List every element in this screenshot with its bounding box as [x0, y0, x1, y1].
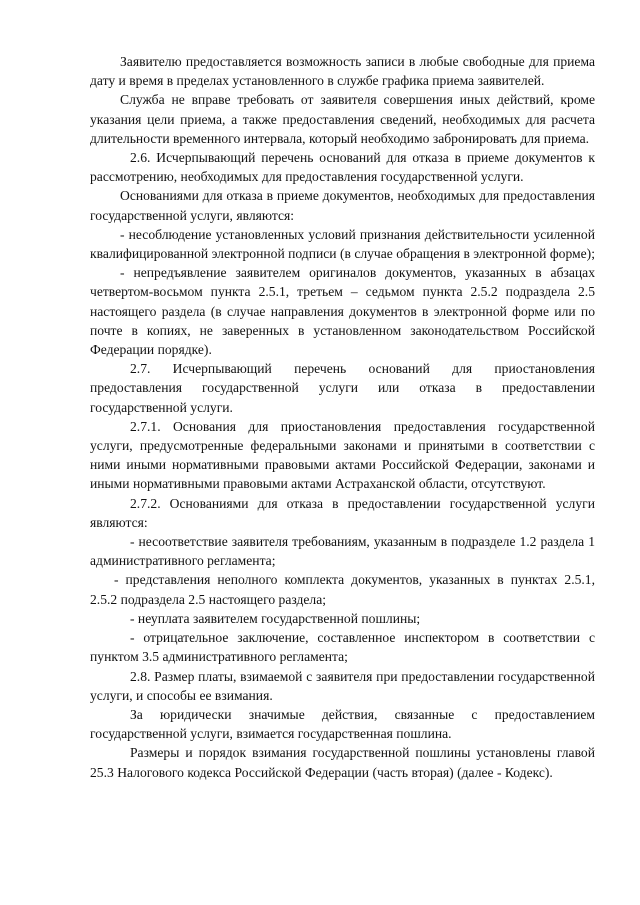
list-item-signature-invalid: - несоблюдение установленных условий признания действительности усиленной квалифицированной электронной подписи (в случае обращения в электронной форме);	[90, 226, 595, 262]
section-heading-2-8: 2.8. Размер платы, взимаемой с заявителя при предоставлении государственной услуги, и способы ее взимания.	[90, 668, 595, 703]
list-item-originals-not-presented: - непредъявление заявителем оригиналов документов, указанных в абзацах четвертом-восьмом пункта 2.5.1, третьем – седьмом пункта 2.5.2 подраздела 2.5 настоящего раздела (в случае направления документов в электронной форме или по почте в копиях, не заверенных в установленном законодательством Российской Федерации порядке).	[90, 265, 595, 358]
section-heading-2-7-2: 2.7.2. Основаниями для отказа в предоставлении государственной услуги являются:	[90, 495, 595, 530]
list-item-applicant-mismatch: - несоответствие заявителя требованиям, указанным в подразделе 1.2 раздела 1 административного регламента;	[90, 534, 595, 569]
document-body	[90, 52, 595, 782]
list-item-fee-unpaid: - неуплата заявителем государственной пошлины;	[130, 610, 421, 626]
section-heading-2-6: 2.6. Исчерпывающий перечень оснований для отказа в приеме документов к рассмотрению, необходимых для предоставления государственной услуги.	[90, 150, 595, 185]
paragraph-tax-code-reference: Размеры и порядок взимания государственной пошлины установлены главой 25.3 Налогового кодекса Российской Федерации (часть вторая) (далее - Кодекс).	[90, 745, 595, 780]
paragraph-service-restrictions: Служба не вправе требовать от заявителя совершения иных действий, кроме указания цели приема, а также предоставления сведений, необходимых для расчета длительности временного интервала, который необходимо забронировать для приема.	[90, 92, 595, 146]
paragraph-appointment-booking: Заявителю предоставляется возможность записи в любые свободные для приема дату и время в пределах установленного в службе графика приема заявителей.	[90, 54, 595, 89]
paragraph-refusal-grounds-intro: Основаниями для отказа в приеме документов, необходимых для предоставления государственной услуги, являются:	[90, 188, 595, 223]
section-heading-2-7: 2.7. Исчерпывающий перечень оснований для приостановления предоставления государственной услуги или отказа в предоставлении государственной услуги.	[90, 361, 595, 415]
section-heading-2-7-1: 2.7.1. Основания для приостановления предоставления государственной услуги, предусмотренные федеральными законами и принятыми в соответствии с ними иными нормативными правовыми актами Российской Федерации, законами и иными нормативными правовыми актами Астраханской области, отсутствуют.	[90, 418, 595, 492]
list-item-negative-conclusion: - отрицательное заключение, составленное инспектором в соответствии с пунктом 3.5 административного регламента;	[90, 630, 595, 665]
paragraph-state-duty: За юридически значимые действия, связанные с предоставлением государственной услуги, взимается государственная пошлина.	[90, 706, 595, 742]
list-item-incomplete-documents: - представления неполного комплекта документов, указанных в пунктах 2.5.1, 2.5.2 подраздела 2.5 настоящего раздела;	[90, 572, 595, 607]
